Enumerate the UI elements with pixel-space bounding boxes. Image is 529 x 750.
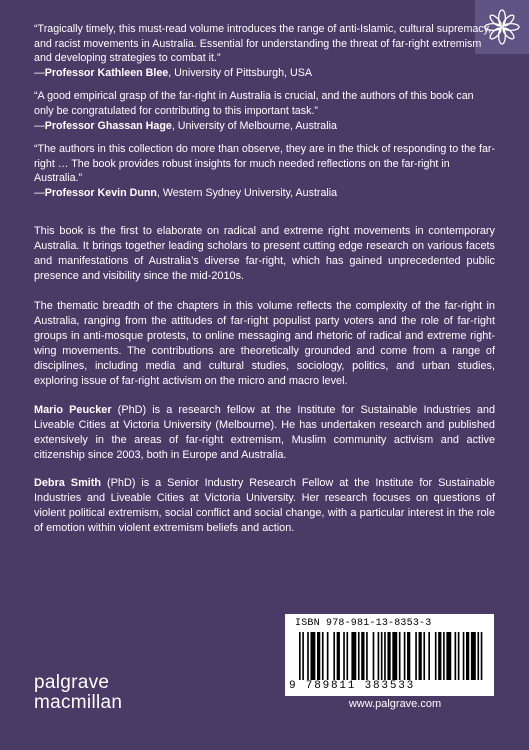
description-paragraph: This book is the first to elaborate on radical and extreme right movements in contemporary Australia. It brings together leading scholars to present cutting edge research on various facets and manifestations of Australia’s diverse far-right, which has gained unprecedented public presence and visibility since the mid-2010s. (34, 224, 495, 282)
barcode-icon (299, 632, 484, 680)
attribution-dash: — (34, 186, 45, 199)
endorsement-quote (34, 89, 495, 133)
quote-attribution (34, 66, 495, 81)
back-cover-text (34, 22, 495, 536)
isbn-label: ISBN 978-981-13-8353-3 (295, 618, 432, 629)
description-paragraph: The thematic breadth of the chapters in this volume reflects the complexity of the far-right in Australia, ranging from the attitudes of far-right populist party voters and the role of far-right groups in anti-mosque protests, to online messaging and rhetoric of radical and extreme right-wing movements. The contributions are theoretically grounded and come from a range of disciplines, including media and cultural studies, sociology, politics, and urban studies, exploring issue of far-right activism on the micro and macro level. (34, 299, 495, 387)
attribution-dash: — (34, 66, 45, 79)
logo-line-palgrave: palgrave (34, 672, 110, 693)
quote-text: “A good empirical grasp of the far-right in Australia is crucial, and the authors of this book can only be congratulated for contributing to this important task.” (34, 90, 474, 117)
author-name: Debra Smith (34, 476, 102, 489)
endorser-name: Professor Kevin Dunn (44, 186, 157, 199)
quote-attribution (34, 186, 495, 201)
publisher-logo (34, 673, 122, 713)
endorser-affiliation: , Western Sydney University, Australia (156, 186, 338, 199)
barcode-panel (285, 614, 494, 696)
author-bio-text: (PhD) is a Senior Industry Research Fellow at the Institute for Sustainable Industries and Liveable Cities at Victoria University. Her research focuses on questions of violent political extremism, social conflict and social change, with a particular interest in the role of emotion within violent extremism beliefs and action. (34, 476, 495, 534)
barcode-digits: 9 789811 383533 (289, 680, 416, 692)
quote-text: “Tragically timely, this must-read volume introduces the range of anti-Islamic, cultural supremacy, and racist movements in Australia. Essential for understanding the threat of far-right extremism and developing strategies to combat it.” (34, 23, 492, 65)
endorser-affiliation: , University of Pittsburgh, USA (168, 66, 312, 79)
endorsement-quote (34, 142, 495, 200)
author-bio (34, 403, 495, 463)
endorser-name: Professor Ghassan Hage (44, 119, 172, 132)
book-description (34, 224, 495, 389)
quote-attribution (34, 119, 495, 134)
endorser-name: Professor Kathleen Blee (44, 66, 169, 79)
author-name: Mario Peucker (34, 403, 112, 416)
endorsement-quote (34, 22, 495, 80)
publisher-website: www.palgrave.com (348, 698, 442, 710)
quote-text: “The authors in this collection do more than observe, they are in the thick of responding to the far-right … The book provides robust insights for much needed reflections on the far-right in Australia.” (34, 143, 496, 185)
logo-line-macmillan: macmillan (34, 692, 123, 713)
author-bios (34, 403, 495, 536)
attribution-dash: — (34, 119, 45, 132)
author-bio-text: (PhD) is a research fellow at the Institute for Sustainable Industries and Liveable Cities at Victoria University (Melbourne). He has undertaken research and published extensively in the areas of far-right extremism, Muslim community activism and active citizenship since 2003, both in Europe and Australia. (34, 403, 496, 461)
endorser-affiliation: , University of Melbourne, Australia (171, 119, 337, 132)
author-bio (34, 476, 495, 536)
